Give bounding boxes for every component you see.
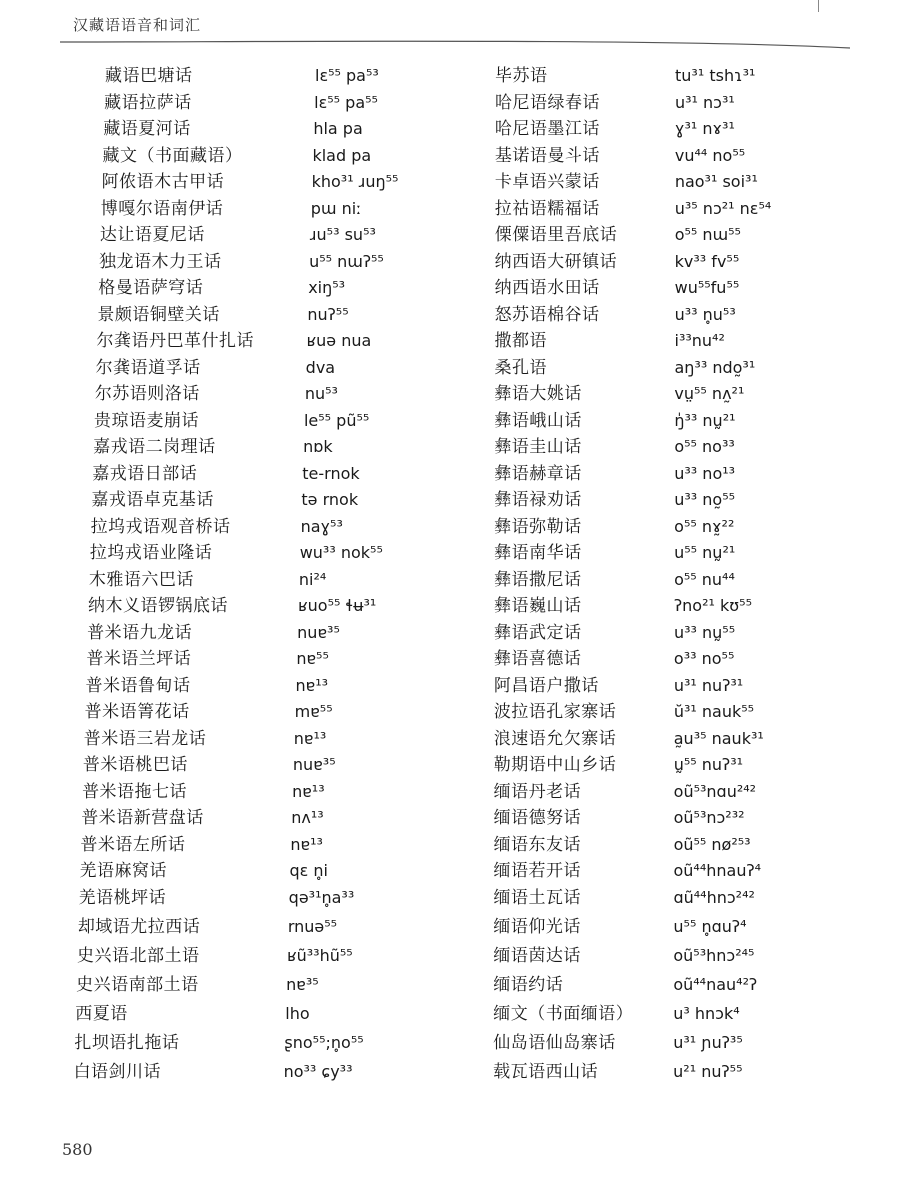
language-name: 阿侬语木古甲话 — [101, 172, 225, 192]
language-name: 彝语大姚话 — [494, 384, 582, 404]
entry-row — [493, 699, 755, 726]
ipa-form: nɐ¹³ — [292, 781, 325, 801]
entry-row — [494, 567, 735, 594]
entry-row — [494, 355, 756, 382]
ipa-form: ɹu⁵³ su⁵³ — [309, 225, 376, 244]
ipa-form: tə rnok — [301, 490, 359, 509]
language-name: 桑孔语 — [494, 357, 547, 378]
ipa-form: nɐ¹³ — [290, 834, 323, 854]
entry-row — [92, 461, 360, 488]
language-name: 彝语弥勒话 — [494, 516, 582, 537]
ipa-form: u³ hnɔk⁴ — [673, 1003, 740, 1023]
entry-row — [76, 972, 319, 1001]
entry-row — [494, 593, 752, 620]
entry-row — [494, 434, 735, 461]
ipa-form: nuʔ⁵⁵ — [307, 304, 349, 324]
ipa-form: u³³ no¹³ — [674, 463, 736, 483]
entry-row — [99, 249, 384, 276]
ipa-form: a̰u³⁵ nauk³¹ — [673, 728, 764, 748]
entry-row — [89, 540, 383, 567]
ipa-form: naɣ⁵³ — [300, 516, 343, 536]
ipa-form: u²¹ nuʔ⁵⁵ — [673, 1061, 743, 1081]
header-rule — [60, 20, 850, 50]
ipa-form: oũ⁴⁴hnauʔ⁴ — [673, 861, 762, 880]
ipa-form: u³³ nṵ⁵⁵ — [673, 622, 736, 642]
ipa-form: lɛ⁵⁵ pa⁵³ — [315, 66, 379, 85]
language-name: 纳木义语锣锅底话 — [88, 596, 228, 616]
ipa-form: nuɐ³⁵ — [297, 622, 340, 642]
entry-row — [73, 1059, 353, 1088]
ipa-form: u⁵⁵ n̥ɑuʔ⁴ — [673, 916, 747, 936]
language-name: 尔龚语丹巴革什扎话 — [96, 331, 254, 351]
language-name: 彝语巍山话 — [494, 596, 582, 616]
entry-row — [494, 461, 736, 488]
entry-row — [91, 487, 359, 514]
ipa-form: oũ⁴⁴nau⁴²ʔ — [673, 974, 758, 994]
entry-row — [494, 408, 736, 435]
ipa-form: dva — [305, 357, 336, 377]
language-name: 西夏语 — [75, 1003, 128, 1024]
entry-row — [88, 567, 327, 594]
language-name: 缅语若开话 — [493, 861, 581, 881]
language-name: 浪速语允欠寨话 — [493, 728, 617, 749]
language-name: 基诺语曼斗话 — [494, 145, 600, 166]
ipa-form: mɐ⁵⁵ — [294, 702, 333, 721]
language-name: 载瓦语西山话 — [493, 1061, 599, 1082]
entry-row — [493, 1001, 740, 1030]
language-name: 博嘎尔语南伊话 — [100, 198, 224, 219]
entry-row — [494, 381, 745, 408]
entry-row — [494, 487, 736, 514]
entry-row — [493, 914, 747, 943]
ipa-form: o⁵⁵ no³³ — [674, 437, 735, 456]
entry-row — [94, 381, 338, 408]
language-name: 拉坞戎语观音桥话 — [90, 516, 231, 537]
page-number: 580 — [62, 1140, 93, 1159]
ipa-form: aŋ³³ ndo̰³¹ — [674, 357, 756, 377]
language-name: 史兴语南部土语 — [76, 974, 199, 995]
ipa-form: o⁵⁵ nu⁴⁴ — [674, 569, 735, 589]
ipa-form: ʁuə nua — [306, 331, 372, 350]
ipa-form: lɛ⁵⁵ pa⁵⁵ — [314, 92, 378, 112]
language-name: 藏语巴塘话 — [105, 66, 193, 86]
ipa-form: le⁵⁵ pũ⁵⁵ — [303, 410, 370, 430]
language-name: 普米语兰坪话 — [86, 649, 192, 669]
language-name: 羌语麻窝话 — [79, 861, 167, 881]
ipa-form: nuɐ³⁵ — [292, 755, 336, 774]
language-name: 普米语三岩龙话 — [83, 728, 207, 749]
ipa-form: tu³¹ tshɿ³¹ — [675, 66, 756, 85]
entry-row — [96, 328, 372, 355]
ipa-form: i³³nu⁴² — [674, 331, 725, 350]
ipa-form: nɐ⁵⁵ — [296, 649, 329, 668]
ipa-form: qɛ n̥i — [289, 861, 328, 880]
ipa-form: ni²⁴ — [298, 569, 327, 589]
ipa-form: u³⁵ nɔ²¹ nɛ⁵⁴ — [674, 198, 772, 218]
ipa-form: vṳ⁵⁵ nʌ̰²¹ — [674, 384, 745, 403]
language-name: 彝语撒尼话 — [494, 569, 582, 590]
entry-row — [493, 805, 745, 832]
language-name: 普米语鲁甸话 — [85, 675, 191, 696]
language-name: 缅语德努话 — [493, 808, 582, 828]
language-name: 普米语拖七话 — [82, 781, 188, 802]
ipa-form: o⁵⁵ nɯ⁵⁵ — [674, 225, 741, 244]
entry-row — [77, 914, 338, 943]
ipa-form: ʔno²¹ kʊ⁵⁵ — [674, 596, 752, 615]
language-name: 嘉戎语日部话 — [92, 463, 198, 484]
entry-row — [493, 646, 735, 673]
ipa-form: oũ⁵³nɔ²³² — [673, 808, 745, 827]
ipa-form: o³³ no⁵⁵ — [673, 649, 735, 668]
entry-row — [493, 858, 762, 885]
entry-row — [80, 832, 323, 859]
entry-row — [493, 972, 758, 1001]
entry-row — [75, 1001, 310, 1030]
language-name: 普米语九龙话 — [87, 622, 193, 643]
running-head: 汉藏语语音和词汇 — [73, 16, 202, 34]
entry-row — [494, 540, 736, 567]
entry-row — [494, 328, 725, 355]
ipa-form: u⁵⁵ nɯʔ⁵⁵ — [309, 251, 384, 271]
language-name: 藏语夏河话 — [103, 119, 191, 139]
entry-row — [102, 143, 372, 170]
ipa-form: ɑũ⁴⁴hnɔ²⁴² — [673, 887, 755, 907]
language-name: 波拉语孔家寨话 — [493, 702, 617, 722]
entry-row — [84, 699, 333, 726]
ipa-form: vu⁴⁴ no⁵⁵ — [674, 145, 746, 165]
language-name: 勒期语中山乡话 — [493, 755, 617, 775]
ipa-form: ɣ³¹ nɤ³¹ — [674, 119, 735, 138]
ipa-form: nɐ¹³ — [295, 675, 329, 695]
ipa-form: nʌ¹³ — [291, 808, 324, 827]
language-name: 景颇语铜壁关话 — [97, 304, 220, 325]
entry-row — [82, 779, 325, 806]
ipa-form: nɐ³⁵ — [286, 974, 319, 994]
ipa-form: nɒk — [303, 437, 333, 456]
language-name: 史兴语北部土语 — [76, 945, 200, 966]
ipa-form: wu⁵⁵fu⁵⁵ — [674, 278, 740, 297]
language-name: 缅语约话 — [493, 974, 564, 995]
entry-row — [93, 434, 333, 461]
entry-row — [100, 196, 362, 223]
entry-row — [493, 1030, 743, 1059]
ipa-form: nɐ¹³ — [293, 728, 327, 748]
entry-row — [79, 858, 328, 885]
entry-row — [76, 943, 353, 972]
entry-row — [493, 885, 755, 914]
language-name: 藏语拉萨话 — [104, 92, 192, 113]
ipa-form: oũ⁵⁵ nø²⁵³ — [673, 834, 751, 854]
language-name: 羌语桃坪话 — [78, 887, 167, 908]
language-name: 彝语圭山话 — [494, 437, 582, 457]
entry-row — [493, 726, 764, 753]
language-name: 贵琼语麦崩话 — [93, 410, 199, 431]
language-name: 拉坞戎语业隆话 — [89, 543, 213, 563]
ipa-form: o⁵⁵ nɤ̰²² — [674, 516, 735, 536]
entry-row — [493, 620, 736, 647]
language-name: 嘉戎语二岗理话 — [93, 437, 216, 457]
language-name: 哈尼语绿春话 — [494, 92, 600, 113]
language-name: 阿昌语户撒话 — [493, 675, 599, 696]
ipa-form: pɯ niː — [310, 198, 362, 218]
ipa-form: klad pa — [312, 145, 372, 165]
ipa-form: kv³³ fv⁵⁵ — [674, 251, 740, 271]
language-name: 嘉戎语卓克基话 — [91, 490, 214, 510]
language-name: 白语剑川话 — [73, 1061, 162, 1082]
ipa-form: rnuə⁵⁵ — [287, 916, 338, 936]
language-name: 毕苏语 — [495, 66, 548, 86]
language-name: 木雅语六巴话 — [88, 569, 194, 590]
ipa-form: kho³¹ ɹuŋ⁵⁵ — [311, 172, 399, 191]
ipa-form: oũ⁵³hnɔ²⁴⁵ — [673, 945, 755, 965]
language-name: 扎坝语扎拖话 — [74, 1032, 180, 1053]
ipa-form: ṵ⁵⁵ nuʔ³¹ — [673, 755, 744, 774]
language-name: 普米语箐花话 — [84, 702, 190, 722]
entry-row — [93, 408, 370, 435]
ipa-form: nao³¹ soi³¹ — [674, 172, 758, 191]
entry-row — [493, 832, 751, 859]
entry-row — [90, 514, 343, 541]
language-name: 独龙语木力王话 — [99, 251, 222, 272]
language-name: 彝语喜德话 — [493, 649, 582, 669]
entry-row — [493, 779, 757, 806]
ipa-form: no³³ ɕy³³ — [283, 1061, 353, 1081]
entry-row — [493, 1059, 743, 1088]
ipa-form: wu³³ nok⁵⁵ — [299, 543, 383, 562]
ipa-form: ʂno⁵⁵;n̥o⁵⁵ — [284, 1032, 364, 1052]
language-name: 尔苏语则洛话 — [94, 384, 200, 404]
language-name: 普米语桃巴话 — [82, 755, 188, 775]
entry-row — [78, 885, 355, 914]
entry-row — [85, 673, 329, 700]
ipa-form: u³¹ ɲuʔ³⁵ — [673, 1032, 743, 1052]
language-name: 彝语峨山话 — [494, 410, 582, 431]
entry-row — [98, 275, 346, 302]
entry-row — [104, 90, 378, 117]
ipa-form: u³¹ nɔ³¹ — [674, 92, 735, 112]
language-name: 格曼语萨穹话 — [98, 278, 204, 298]
language-name: 彝语武定话 — [493, 622, 582, 643]
language-name: 缅语茵达话 — [493, 945, 581, 966]
language-name: 撒都语 — [494, 331, 547, 351]
entry-row — [101, 169, 399, 196]
ipa-form: nu⁵³ — [304, 384, 338, 403]
ipa-form: u³³ n̥u⁵³ — [674, 304, 736, 324]
language-name: 彝语禄劝话 — [494, 490, 582, 510]
language-name: 达让语夏尼话 — [99, 225, 205, 245]
language-name: 普米语左所话 — [80, 834, 186, 855]
language-name: 彝语南华话 — [494, 543, 582, 563]
entry-row — [493, 673, 744, 700]
language-name: 纳西语大研镇话 — [494, 251, 618, 272]
ipa-form: hla pa — [313, 119, 363, 138]
entry-row — [493, 943, 755, 972]
ipa-form: ŋ̍³³ nṵ²¹ — [674, 410, 736, 430]
language-name: 普米语新营盘话 — [81, 808, 204, 828]
ipa-form: ŭ³¹ nauk⁵⁵ — [673, 702, 755, 721]
language-name: 却域语尤拉西话 — [77, 916, 201, 937]
language-name: 卡卓语兴蒙话 — [494, 172, 600, 192]
entry-row — [493, 752, 744, 779]
language-name: 尔龚语道孚话 — [95, 357, 201, 378]
language-name: 缅语土瓦话 — [493, 887, 581, 908]
ipa-form: xiŋ⁵³ — [308, 278, 346, 297]
language-name: 仙岛语仙岛寨话 — [493, 1032, 616, 1053]
language-name: 哈尼语墨江话 — [494, 119, 600, 139]
ipa-form: oũ⁵³nɑu²⁴² — [673, 781, 757, 801]
ipa-form: ʁũ³³hũ⁵⁵ — [286, 945, 353, 965]
language-name: 缅语丹老话 — [493, 781, 582, 802]
ipa-form: te-rnok — [302, 463, 360, 483]
entry-row — [95, 355, 336, 382]
language-name: 拉祜语糯福话 — [494, 198, 600, 219]
language-name: 缅语仰光话 — [493, 916, 581, 937]
entry-row — [97, 302, 349, 329]
entry-row — [99, 222, 376, 249]
ipa-form: u³¹ nuʔ³¹ — [673, 675, 744, 695]
ipa-form: u⁵⁵ nṵ²¹ — [674, 543, 736, 562]
ipa-form: lho — [285, 1003, 310, 1023]
language-name: 纳西语水田话 — [494, 278, 600, 298]
language-name: 怒苏语棉谷话 — [494, 304, 600, 325]
language-name: 傈僳语里吾底话 — [494, 225, 618, 245]
entry-row — [83, 726, 327, 753]
entry-row — [103, 116, 363, 143]
language-name: 彝语赫章话 — [494, 463, 582, 484]
entry-row — [82, 752, 336, 779]
entry-row — [87, 620, 340, 647]
entry-row — [81, 805, 324, 832]
entry-row — [494, 514, 735, 541]
language-name: 缅语东友话 — [493, 834, 582, 855]
entry-row — [88, 593, 377, 620]
entry-row — [74, 1030, 364, 1059]
language-name: 缅文（书面缅语） — [493, 1003, 634, 1024]
crop-mark — [818, 0, 825, 12]
ipa-form: qə³¹n̥a³³ — [288, 887, 355, 907]
ipa-form: ʁuo⁵⁵ ɬʉ³¹ — [298, 596, 377, 615]
language-name: 藏文（书面藏语） — [102, 145, 243, 166]
entry-row — [86, 646, 329, 673]
ipa-form: u³³ no̰⁵⁵ — [674, 490, 736, 509]
